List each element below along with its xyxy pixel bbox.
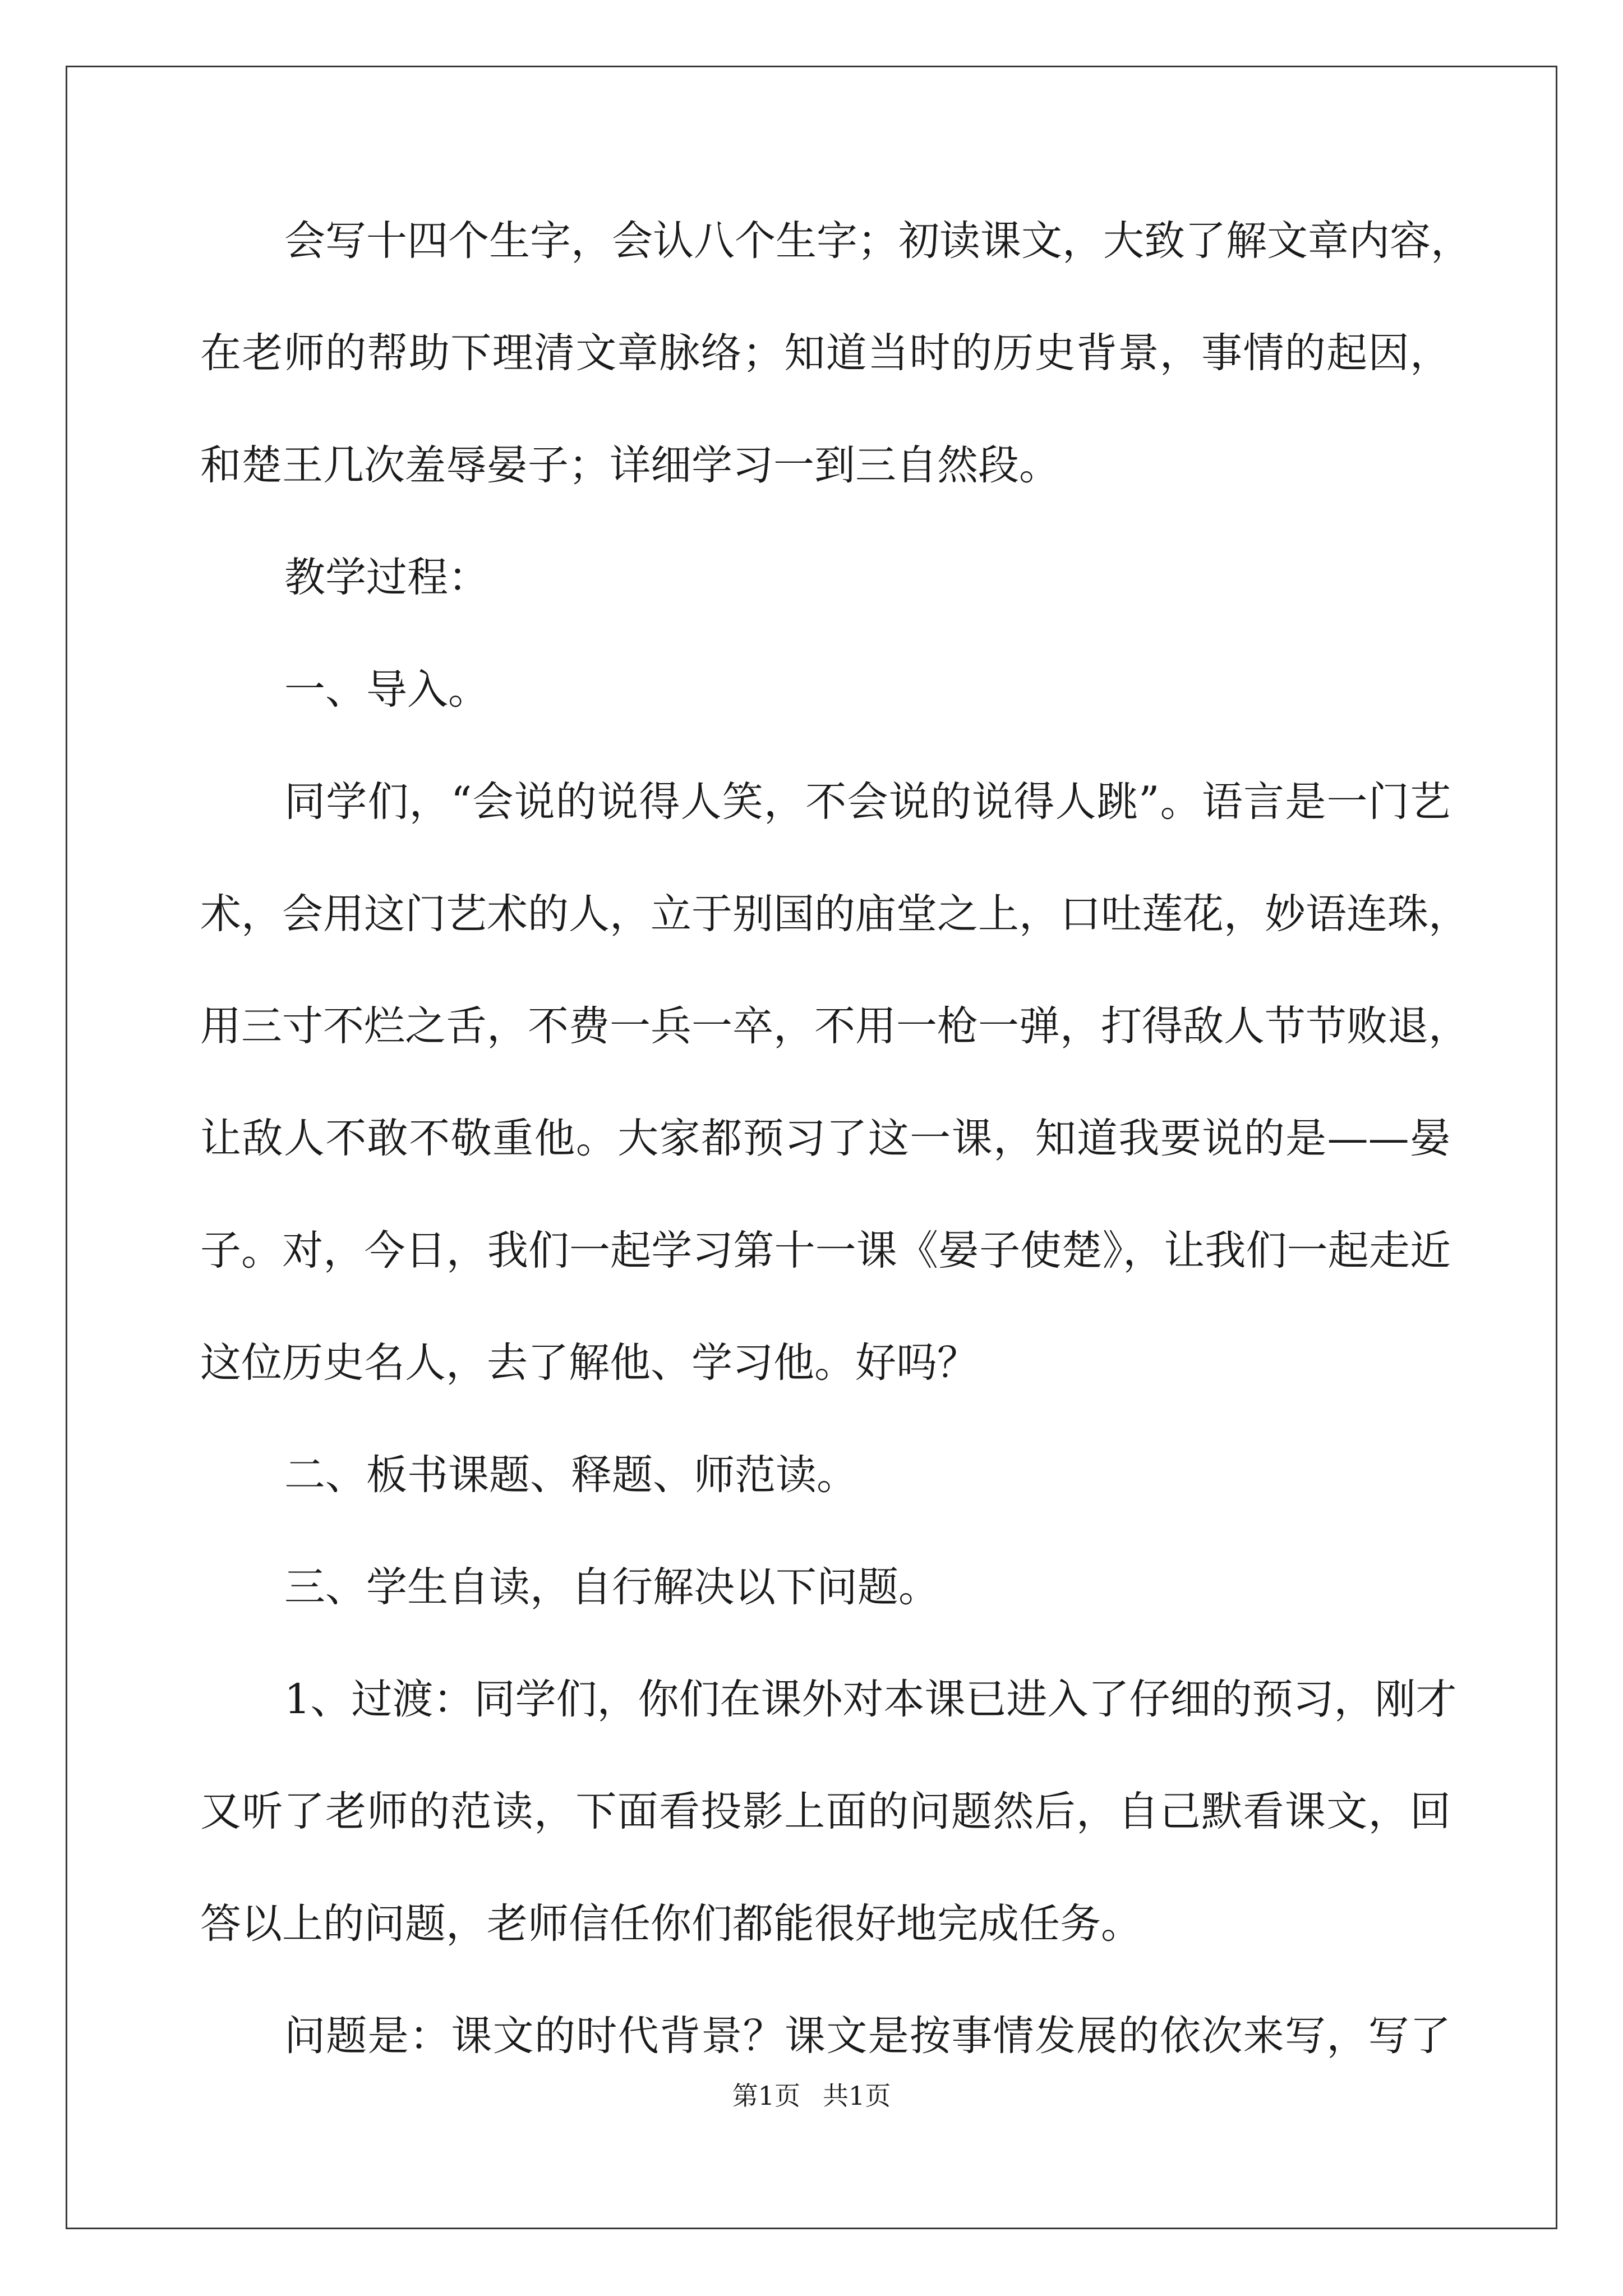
text-line: 又听了老师的范读，下面看投影上面的问题然后，自己默看课文，回 — [200, 1788, 1451, 1835]
document-body — [200, 213, 1472, 2120]
section-heading: 一、导入。 — [284, 666, 489, 714]
page-total: 共1页 — [823, 2081, 891, 2111]
text-line: 子。对，今日，我们一起学习第十一课《晏子使楚》，让我们一起走近 — [200, 1227, 1451, 1274]
text-line: 在老师的帮助下理清文章脉络；知道当时的历史背景，事情的起因， — [200, 329, 1451, 377]
text-line: 这位历史名人，去了解他、学习他。好吗？ — [200, 1339, 978, 1387]
text-line: 和楚王几次羞辱晏子；详细学习一到三自然段。 — [200, 441, 1060, 489]
page-number: 第1页 — [732, 2081, 800, 2111]
text-line: 术，会用这门艺术的人，立于别国的庙堂之上，口吐莲花，妙语连珠， — [200, 890, 1469, 938]
section-heading: 教学过程： — [284, 554, 489, 601]
section-heading: 三、学生自读，自行解决以下问题。 — [284, 1563, 939, 1611]
text-line: 用三寸不烂之舌，不费一兵一卒，不用一枪一弹，打得敌人节节败退， — [200, 1002, 1469, 1050]
text-line: 答以上的问题，老师信任你们都能很好地完成任务。 — [200, 1900, 1142, 1948]
section-heading: 二、板书课题、释题、师范读。 — [284, 1451, 857, 1499]
text-line: 问题是：课文的时代背景？课文是按事情发展的依次来写，写了 — [284, 2012, 1451, 2060]
page-footer — [0, 2076, 1623, 2113]
text-line: 同学们，“会说的说得人笑，不会说的说得人跳”。语言是一门艺 — [284, 778, 1451, 826]
text-line: 会写十四个生字，会认八个生字；初读课文，大致了解文章内容， — [284, 217, 1472, 265]
text-line: 让敌人不敢不敬重他。大家都预习了这一课，知道我要说的是——晏 — [200, 1115, 1451, 1162]
text-line: 1、过渡：同学们，你们在课外对本课已进入了仔细的预习，刚才 — [284, 1676, 1457, 1723]
